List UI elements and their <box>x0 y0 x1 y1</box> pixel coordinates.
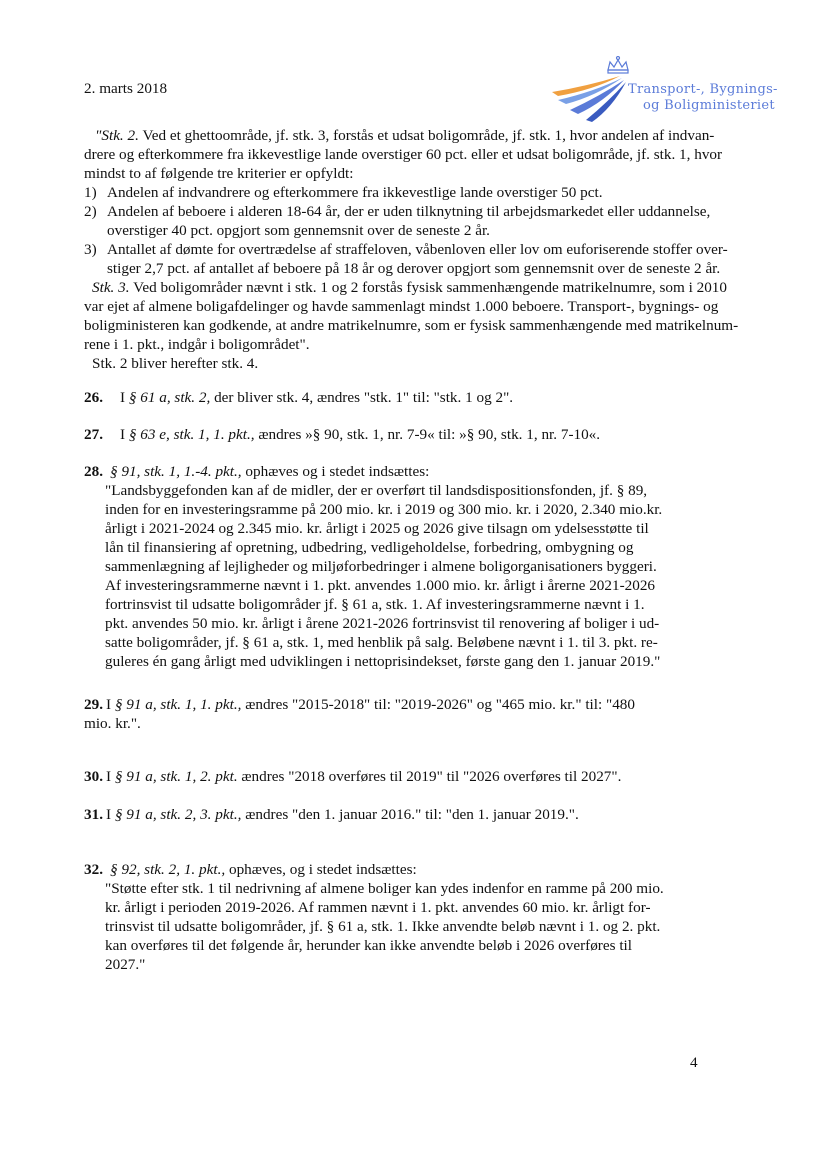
criterion-number: 2) <box>84 203 97 220</box>
stk2-line-2: drere og efterkommere fra ikkevestlige lande overstiger 60 pct. eller et udsat boligområde, jf. stk. 1, hvor <box>84 146 723 163</box>
item-text: § 91, stk. 1, 1.-4. pkt., ophæves og i stedet indsættes: <box>110 463 430 480</box>
item-text: I § 91 a, stk. 1, 1. pkt., ændres "2015-2018" til: "2019-2026" og "465 mio. kr." til: "480 <box>106 696 635 713</box>
item-text: I § 63 e, stk. 1, 1. pkt., ændres »§ 90, stk. 1, nr. 7-9« til: »§ 90, stk. 1, nr. 7-10«. <box>120 426 601 443</box>
criterion-text: Antallet af dømte for overtrædelse af straffeloven, våbenloven eller lov om euforiserende stoffer over- <box>107 241 728 258</box>
stk3-line-1: Stk. 3. Ved boligområder nævnt i stk. 1 og 2 forstås fysisk sammenhængende matrikelnumre, som i 2010 <box>92 279 727 296</box>
quote-line: fortrinsvist til udsatte boligområder jf. § 61 a, stk. 1. Af investeringsrammerne nævnt i 1. <box>105 596 645 613</box>
ministry-logo <box>548 56 778 126</box>
quote-line: kr. årligt i perioden 2019-2026. Af rammen nævnt i 1. pkt. anvendes 60 mio. kr. årligt for- <box>105 899 651 916</box>
quote-line: sammenlægning af lejligheder og miljøforbedringer i almene boligorganisationers byggeri. <box>105 558 657 575</box>
quote-line: pkt. anvendes 50 mio. kr. årligt i årene 2021-2026 fortrinsvist til renovering af boliger i ud- <box>105 615 660 632</box>
page-number: 4 <box>690 1054 698 1071</box>
logo-line-2: og Boligministeriet <box>643 98 775 113</box>
stk3-line-4: rene i 1. pkt., indgår i boligområdet". <box>84 336 310 353</box>
item-number: 31. <box>84 806 103 823</box>
criterion-text: overstiger 40 pct. opgjort som gennemsnit over de seneste 2 år. <box>107 222 490 239</box>
stk3-line-5: Stk. 2 bliver herefter stk. 4. <box>92 355 259 372</box>
logo-line-1: Transport-, Bygnings- <box>628 82 778 97</box>
quote-line: trinsvist til udsatte boligområder, jf. § 61 a, stk. 1. Ikke anvendte beløb nævnt i 1. og 2. pkt. <box>105 918 661 935</box>
quote-line: "Støtte efter stk. 1 til nedrivning af almene boliger kan ydes indenfor en ramme på 200 mio. <box>105 880 664 897</box>
stk3-line-2: var ejet af almene boligafdelinger og havde sammenlagt mindst 1.000 beboere. Transport-, bygnings- og <box>84 298 719 315</box>
criterion-text: Andelen af beboere i alderen 18-64 år, der er uden tilknytning til arbejdsmarkedet eller uddannelse, <box>107 203 711 220</box>
item-text-cont: mio. kr.". <box>84 715 141 732</box>
item-number: 26. <box>84 389 103 406</box>
quote-line: kan overføres til det følgende år, herunder kan ikke anvendte beløb i 2026 overføres til <box>105 937 632 954</box>
quote-line: Af investeringsrammerne nævnt i 1. pkt. anvendes 1.000 mio. kr. årligt i årerne 2021-2026 <box>105 577 656 594</box>
quote-line: årligt i 2021-2024 og 2.345 mio. kr. årligt i 2025 og 2026 give tilsagn om ydelsesstøtte til <box>105 520 649 537</box>
stk2-line-1: "Stk. 2. Ved et ghettoområde, jf. stk. 3, forstås et udsat boligområde, jf. stk. 1, hvor andelen af indvan- <box>95 127 715 144</box>
criterion-text: Andelen af indvandrere og efterkommere fra ikkevestlige lande overstiger 50 pct. <box>107 184 603 201</box>
quote-line: satte boligområder, jf. § 61 a, stk. 1, med henblik på salg. Beløbene nævnt i 1. til 3. pkt. re- <box>105 634 658 651</box>
item-number: 29. <box>84 696 103 713</box>
criterion-number: 1) <box>84 184 97 201</box>
quote-line: 2027." <box>105 956 146 973</box>
quote-line: "Landsbyggefonden kan af de midler, der er overført til landsdispositionsfonden, jf. § 89, <box>105 482 648 499</box>
stk3-line-3: boligministeren kan godkende, at andre matrikelnumre, som er fysisk sammenhængende med matrikelnum- <box>84 317 739 334</box>
document-date: 2. marts 2018 <box>84 80 168 97</box>
quote-line: guleres én gang årligt med udviklingen i nettoprisindekset, første gang den 1. januar 2019." <box>105 653 661 670</box>
item-number: 32. <box>84 861 103 878</box>
crown-swoosh-icon <box>548 56 638 126</box>
item-text: I § 91 a, stk. 1, 2. pkt. ændres "2018 overføres til 2019" til "2026 overføres til 2027". <box>106 768 622 785</box>
item-number: 30. <box>84 768 103 785</box>
criterion-text: stiger 2,7 pct. af antallet af beboere på 18 år og derover opgjort som gennemsnit over de seneste 2 år. <box>107 260 721 277</box>
quote-line: inden for en investeringsramme på 200 mio. kr. i 2019 og 300 mio. kr. i 2020, 2.340 mio.kr. <box>105 501 663 518</box>
item-text: § 92, stk. 2, 1. pkt., ophæves, og i stedet indsættes: <box>110 861 417 878</box>
criterion-number: 3) <box>84 241 97 258</box>
quote-line: lån til finansiering af opretning, udbedring, vedligeholdelse, forbedring, ombygning og <box>105 539 634 556</box>
item-text: I § 91 a, stk. 2, 3. pkt., ændres "den 1. januar 2016." til: "den 1. januar 2019.". <box>106 806 579 823</box>
item-number: 27. <box>84 426 103 443</box>
stk2-line-3: mindst to af følgende tre kriterier er opfyldt: <box>84 165 354 182</box>
item-text: I § 61 a, stk. 2, der bliver stk. 4, ændres "stk. 1" til: "stk. 1 og 2". <box>120 389 514 406</box>
item-number: 28. <box>84 463 103 480</box>
